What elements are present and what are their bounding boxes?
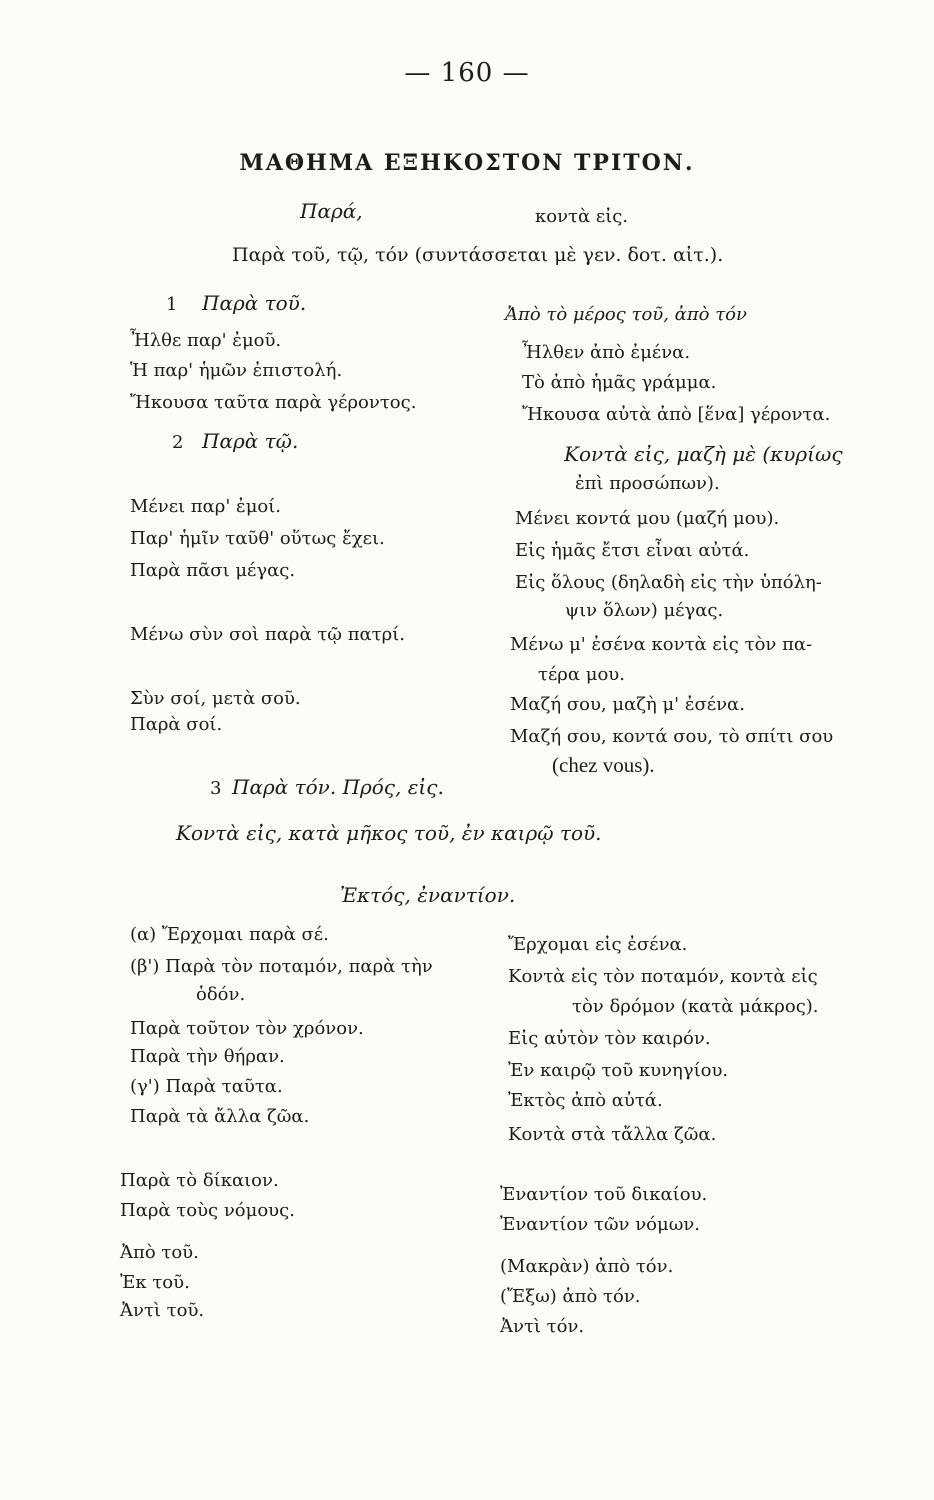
s2-row6-right: Μαζή σου, κοντά σου, τὸ σπίτι σου <box>510 726 834 747</box>
s1-row1-left: Ἦλθε παρ' ἐμοῦ. <box>130 330 282 351</box>
s2-row2-left: Παρ' ἡμῖν ταῦθ' οὕτως ἔχει. <box>130 528 385 549</box>
s3-row3-right: Εἰς αὐτὸν τὸν καιρόν. <box>508 1028 711 1049</box>
s3-row4-left: Παρὰ τὴν θήραν. <box>130 1046 285 1067</box>
section1-number: 1 <box>166 294 178 315</box>
s2-row5-left: Σὺν σοί, μετὰ σοῦ. <box>130 688 301 709</box>
s3-row4-right: Ἐν καιρῷ τοῦ κυνηγίου. <box>508 1060 729 1081</box>
s2-row3-right-cont: ψιν ὅλων) μέγας. <box>565 600 724 621</box>
s2-row5-right: Μαζή σου, μαζὴ μ' ἐσένα. <box>510 694 745 715</box>
s3-row3-left: Παρὰ τοῦτον τὸν χρόνον. <box>130 1018 364 1039</box>
s3-row2-left-cont: ὁδόν. <box>196 984 246 1005</box>
page-number: — 160 — <box>404 58 530 88</box>
s1-row2-left: Ἡ παρ' ἡμῶν ἐπιστολή. <box>130 360 343 381</box>
s3-row1-right: Ἔρχομαι εἰς ἐσένα. <box>508 934 688 955</box>
s2-row1-left: Μένει παρ' ἐμοί. <box>130 496 282 517</box>
s2-row1-right: Μένει κοντά μου (μαζή μου). <box>515 508 780 529</box>
s1-row1-right: Ἦλθεν ἀπὸ ἐμένα. <box>522 342 691 363</box>
section2-left-head: Παρὰ τῷ. <box>202 429 299 453</box>
s3-row8-right: Ἐναντίον τῶν νόμων. <box>500 1214 701 1235</box>
s3-row7-left: Παρὰ τὸ δίκαιον. <box>120 1170 279 1191</box>
s3-row7-right: Ἐναντίον τοῦ δικαίου. <box>500 1184 708 1205</box>
s2-row2-right: Εἰς ἡμᾶς ἔτσι εἶναι αὐτά. <box>515 540 750 561</box>
s2-row4-left: Μένω σὺν σοὶ παρὰ τῷ πατρί. <box>130 624 406 645</box>
s1-row2-right: Τὸ ἀπὸ ἡμᾶς γράμμα. <box>522 372 717 393</box>
section2-right-head: Κοντὰ εἰς, μαζὴ μὲ (κυρίως <box>564 442 843 466</box>
section3-number: 3 <box>210 778 222 799</box>
s2-row4-right-cont: τέρα μου. <box>538 664 625 685</box>
s1-row3-right: Ἤκουσα αὐτὰ ἀπὸ [ἕνα] γέροντα. <box>522 404 831 425</box>
s3-row11-right: Ἀντὶ τόν. <box>500 1316 585 1337</box>
s2-row6-right-cont: (chez vous). <box>552 753 655 777</box>
s3-row1-left: (α) Ἔρχομαι παρὰ σέ. <box>130 924 329 945</box>
s3-row11-left: Ἀντὶ τοῦ. <box>120 1300 205 1321</box>
section1-left-head: Παρὰ τοῦ. <box>202 291 307 315</box>
s3-row10-left: Ἐκ τοῦ. <box>120 1272 190 1293</box>
s2-row6-left: Παρὰ σοί. <box>130 714 223 735</box>
s3-row8-left: Παρὰ τοὺς νόμους. <box>120 1200 295 1221</box>
heading-left: Παρά, <box>300 199 363 223</box>
heading-right: κοντὰ εἰς. <box>535 206 629 227</box>
s2-row3-left: Παρὰ πᾶσι μέγας. <box>130 560 296 581</box>
s3-row6-left: Παρὰ τὰ ἄλλα ζῶα. <box>130 1106 310 1127</box>
s3-row5-right: Ἐκτὸς ἀπὸ αὐτά. <box>508 1090 663 1111</box>
s3-row9-right: (Μακρὰν) ἀπὸ τόν. <box>500 1256 674 1277</box>
s2-row4-right: Μένω μ' ἐσένα κοντὰ εἰς τὸν πα- <box>510 634 813 655</box>
section1-right-head: Ἀπὸ τὸ μέρος τοῦ, ἀπὸ τόν <box>505 304 747 325</box>
s3-row2-right-cont: τὸν δρόμον (κατὰ μάκρος). <box>572 996 819 1017</box>
section2-right-head2: ἐπὶ προσώπων). <box>575 473 720 494</box>
s3-row2-left: (β') Παρὰ τὸν ποταμόν, παρὰ τὴν <box>130 956 433 977</box>
section3-head3: Ἐκτός, ἐναντίον. <box>340 883 516 907</box>
section3-head2: Κοντὰ εἰς, κατὰ μῆκος τοῦ, ἐν καιρῷ τοῦ. <box>176 821 602 845</box>
s3-row5-left: (γ') Παρὰ ταῦτα. <box>130 1076 283 1097</box>
s2-row3-right: Εἰς ὅλους (δηλαδὴ εἰς τὴν ὑπόλη- <box>515 572 822 593</box>
section2-number: 2 <box>172 432 184 453</box>
lesson-title: ΜΑΘΗΜΑ ΕΞΗΚΟΣΤΟΝ ΤΡΙΤΟΝ. <box>239 150 695 176</box>
s3-row10-right: (Ἔξω) ἀπὸ τόν. <box>500 1286 641 1307</box>
s3-row6-right: Κοντὰ στὰ τἄλλα ζῶα. <box>508 1124 717 1145</box>
heading-cases: Παρὰ τοῦ, τῷ, τόν (συντάσσεται μὲ γεν. δοτ. αἰτ.). <box>232 244 724 266</box>
s3-row2-right: Κοντὰ εἰς τὸν ποταμόν, κοντὰ εἰς <box>508 966 818 987</box>
section3-head: Παρὰ τόν. Πρός, εἰς. <box>232 775 444 799</box>
s1-row3-left: Ἤκουσα ταῦτα παρὰ γέροντος. <box>130 392 417 413</box>
s3-row9-left: Ἀπὸ τοῦ. <box>120 1242 199 1263</box>
